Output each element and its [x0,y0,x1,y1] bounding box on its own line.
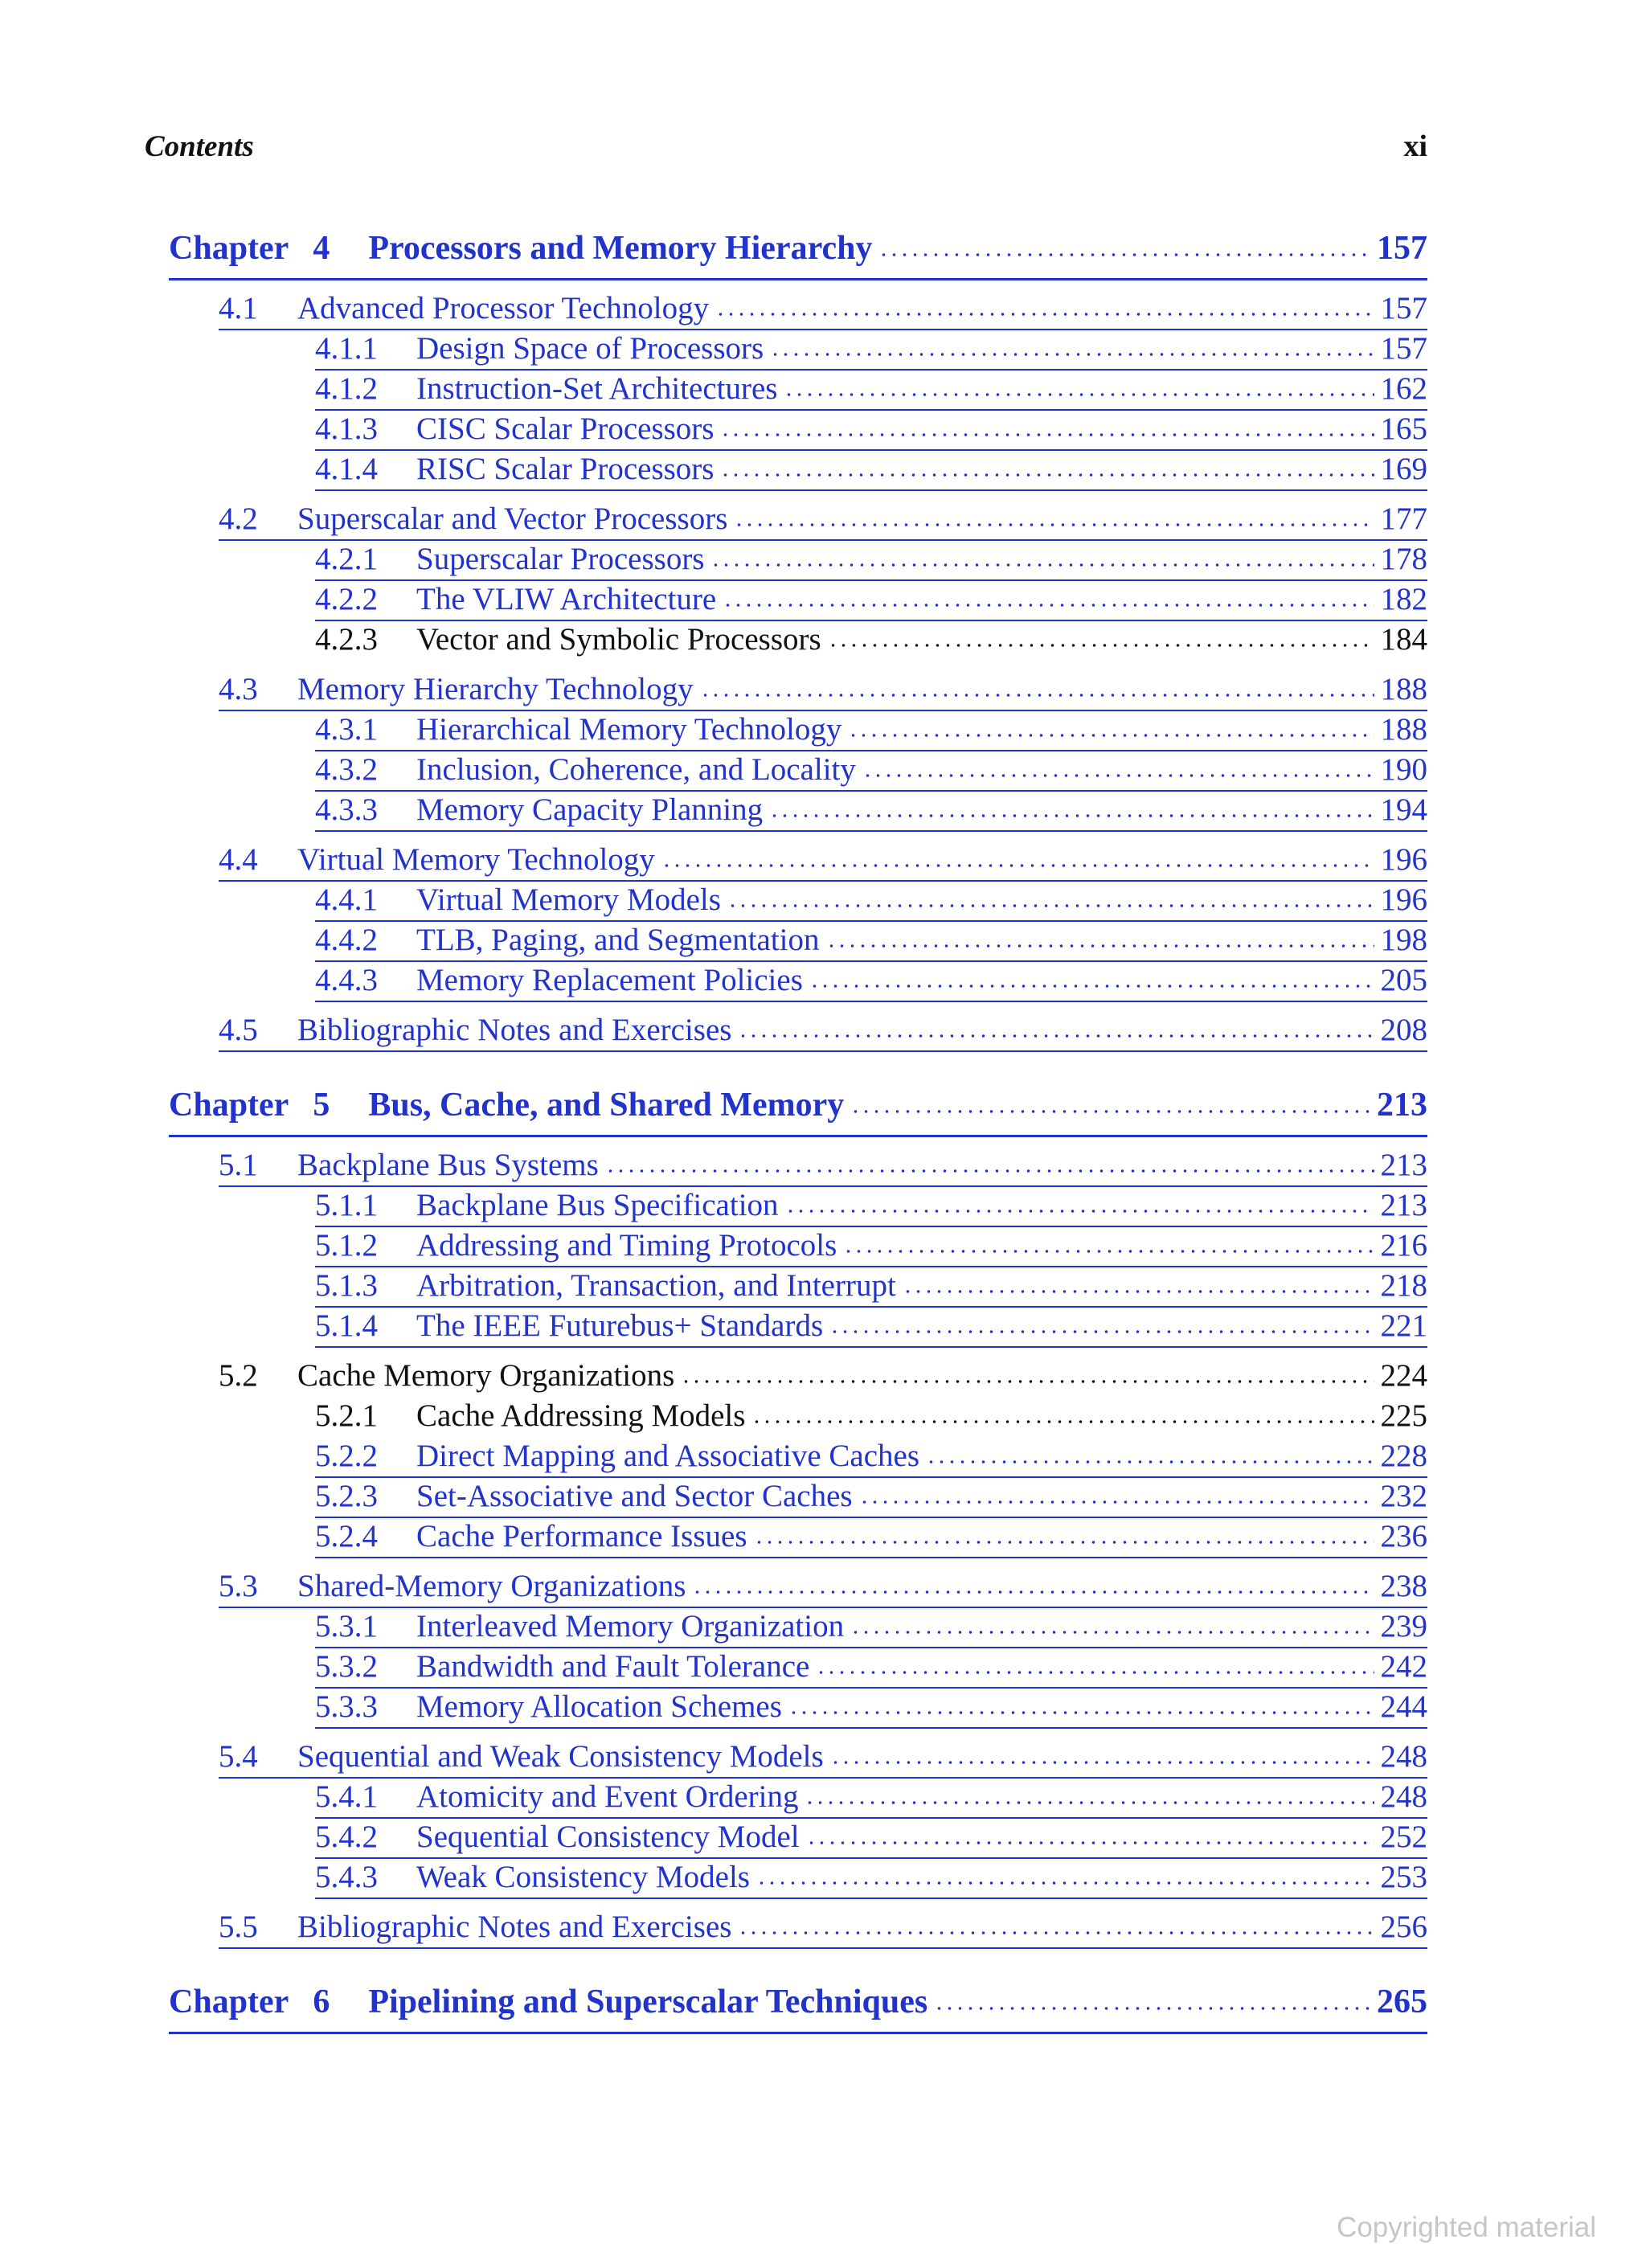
toc-subsection-4-2-1-link[interactable] [315,541,1427,581]
subsection-title: RISC Scalar Processors [416,452,714,486]
section-number: 4.5 [219,1013,258,1047]
dot-leader [769,812,1374,820]
toc-chapter-4-link[interactable] [169,229,1427,280]
dot-leader [720,431,1374,439]
subsection-page: 178 [1380,542,1427,576]
section-title: Advanced Processor Technology [297,291,710,325]
toc-section-4-3-link[interactable] [219,671,1427,711]
dot-leader [859,1498,1374,1506]
subsection-page: 165 [1380,411,1427,446]
subsection-title: Interleaved Memory Organization [416,1609,845,1644]
subsection-number: 4.3.3 [315,792,378,827]
section-number: 5.4 [219,1739,258,1774]
dot-leader [862,772,1374,780]
subsection-number: 5.1.2 [315,1228,378,1263]
section-number: 5.2 [219,1358,258,1393]
section-page: 248 [1380,1739,1427,1774]
section-page: 208 [1380,1013,1427,1047]
section-number: 4.4 [219,842,258,877]
subsection-title: Vector and Symbolic Processors [416,622,821,657]
dot-leader [738,1032,1374,1040]
section-title: Sequential and Weak Consistency Models [297,1739,824,1774]
subsection-page: 182 [1380,582,1427,616]
section-page: 157 [1380,291,1427,325]
dot-leader [661,862,1374,870]
subsection-number: 5.2.2 [315,1439,378,1473]
section-title: Bibliographic Notes and Exercises [297,1910,732,1944]
subsection-number: 4.3.1 [315,712,378,747]
subsection-title: Atomicity and Event Ordering [416,1779,799,1814]
section-number: 4.1 [219,291,258,325]
section-page: 238 [1380,1569,1427,1603]
dot-leader [843,1247,1374,1255]
dot-leader [727,902,1374,910]
subsection-page: 216 [1380,1228,1427,1263]
dot-leader [878,251,1370,259]
subsection-title: Direct Mapping and Associative Caches [416,1439,919,1473]
toc-section-5-4-link[interactable] [219,1738,1427,1779]
dot-leader [715,310,1374,318]
subsection-title: TLB, Paging, and Segmentation [416,923,820,957]
toc-chapter-5-link[interactable] [169,1086,1427,1137]
section-title: Shared-Memory Organizations [297,1569,686,1603]
dot-leader [710,561,1374,569]
dot-leader [692,1588,1374,1596]
subsection-page: 239 [1380,1609,1427,1644]
toc-section-5-3-link[interactable] [219,1568,1427,1608]
dot-leader [734,521,1374,529]
subsection-page: 194 [1380,792,1427,827]
subsection-number: 5.3.1 [315,1609,378,1644]
dot-leader [754,1538,1374,1546]
toc-subsection-4-3-1-link[interactable] [315,711,1427,751]
subsection-title: Cache Addressing Models [416,1398,746,1433]
toc-subsection-5-4-1-link[interactable] [315,1779,1427,1819]
subsection-title: Memory Replacement Policies [416,963,803,997]
section-title: Superscalar and Vector Processors [297,501,728,536]
chapter-title: Pipelining and Superscalar Techniques [368,1983,928,2020]
section-page: 224 [1380,1358,1427,1393]
subsection-page: 198 [1380,923,1427,957]
dot-leader [805,1799,1374,1807]
subsection-title: Addressing and Timing Protocols [416,1228,837,1263]
subsection-title: Arbitration, Transaction, and Interrupt [416,1268,896,1303]
section-number: 5.1 [219,1148,258,1182]
chapter-5-block [169,1086,1427,1949]
chapter-number: 5 [313,1087,330,1124]
toc-section-4-2-link[interactable] [219,501,1427,541]
subsection-title: The VLIW Architecture [416,582,717,616]
dot-leader [788,1709,1374,1717]
toc-subsection-4-4-2-link[interactable] [315,922,1427,962]
chapter-title: Bus, Cache, and Shared Memory [368,1087,845,1124]
subsection-title: Superscalar Processors [416,542,705,576]
subsection-title: Instruction-Set Architectures [416,371,778,406]
subsection-number: 5.2.1 [315,1398,378,1433]
subsection-page: 242 [1380,1649,1427,1684]
toc-section-4-5-link[interactable] [219,1012,1427,1052]
subsection-number: 4.1.4 [315,452,378,486]
dot-leader [850,1107,1370,1116]
subsection-title: Inclusion, Coherence, and Locality [416,752,856,787]
dot-leader [828,641,1374,649]
subsection-number: 5.2.3 [315,1479,378,1513]
subsection-title: CISC Scalar Processors [416,411,714,446]
toc-subsection-4-1-3-link[interactable] [315,411,1427,451]
subsection-number: 4.1.3 [315,411,378,446]
subsection-title: Cache Performance Issues [416,1519,747,1554]
section-title: Memory Hierarchy Technology [297,672,694,706]
toc-subsection-5-1-4-link[interactable] [315,1308,1427,1348]
subsection-page: 232 [1380,1479,1427,1513]
chapter-page: 213 [1377,1087,1427,1124]
section-page: 188 [1380,672,1427,706]
section-title: Bibliographic Notes and Exercises [297,1013,732,1047]
section-page: 196 [1380,842,1427,877]
dot-leader [605,1167,1374,1175]
section-number: 5.5 [219,1910,258,1944]
chapter-number: 6 [313,1983,330,2020]
chapter-6-block [169,1983,1427,2034]
subsection-page: 169 [1380,452,1427,486]
subsection-title: Virtual Memory Models [416,882,721,917]
subsection-title: Memory Capacity Planning [416,792,764,827]
subsection-number: 5.4.2 [315,1820,378,1854]
toc-section-4-4-link[interactable] [219,841,1427,882]
subsection-page: 218 [1380,1268,1427,1303]
chapter-number: 4 [313,230,330,267]
subsection-page: 248 [1380,1779,1427,1814]
subsection-number: 5.1.1 [315,1188,378,1222]
chapter-label: Chapter [169,1983,289,2020]
section-page: 213 [1380,1148,1427,1182]
subsection-number: 5.4.3 [315,1860,378,1894]
toc-subsection-4-4-1-link[interactable] [315,882,1427,922]
subsection-page: 184 [1380,622,1427,657]
subsection-page: 253 [1380,1860,1427,1894]
dot-leader [681,1378,1374,1386]
subsection-number: 4.1.2 [315,371,378,406]
toc-subsection-4-1-4-link[interactable] [315,451,1427,491]
dot-leader [934,2004,1370,2012]
toc-subsection-5-1-1-link[interactable] [315,1187,1427,1227]
subsection-page: 225 [1380,1398,1427,1433]
running-title: Contents [145,130,254,163]
subsection-page: 228 [1380,1439,1427,1473]
subsection-title: Bandwidth and Fault Tolerance [416,1649,810,1684]
toc-subsection-4-3-2-link[interactable] [315,751,1427,792]
toc-subsection-5-2-3-link[interactable] [315,1478,1427,1518]
toc-subsection-5-3-3-link[interactable] [315,1689,1427,1729]
section-title: Backplane Bus Systems [297,1148,599,1182]
dot-leader [770,350,1374,358]
dot-leader [756,1879,1374,1887]
subsection-number: 5.1.4 [315,1308,378,1343]
dot-leader [826,942,1374,950]
dot-leader [848,731,1374,739]
dot-leader [809,982,1374,990]
subsection-number: 4.4.1 [315,882,378,917]
dot-leader [806,1839,1374,1847]
subsection-title: Memory Allocation Schemes [416,1689,782,1724]
section-title: Cache Memory Organizations [297,1358,675,1393]
subsection-number: 4.2.2 [315,582,378,616]
toc-subsection-4-1-2-link[interactable] [315,370,1427,411]
subsection-number: 4.2.3 [315,622,378,657]
dot-leader [816,1668,1374,1676]
chapter-page: 157 [1377,230,1427,267]
chapter-page: 265 [1377,1983,1427,2020]
dot-leader [829,1328,1374,1336]
chapter-label: Chapter [169,230,289,267]
subsection-page: 196 [1380,882,1427,917]
dot-leader [700,691,1374,699]
subsection-title: Sequential Consistency Model [416,1820,800,1854]
subsection-page: 190 [1380,752,1427,787]
subsection-title: Backplane Bus Specification [416,1188,779,1222]
subsection-number: 4.1.1 [315,331,378,366]
subsection-number: 4.4.2 [315,923,378,957]
toc-subsection-5-2-4-link[interactable] [315,1518,1427,1558]
subsection-number: 5.3.3 [315,1689,378,1724]
subsection-number: 5.3.2 [315,1649,378,1684]
dot-leader [784,391,1374,399]
subsection-number: 5.2.4 [315,1519,378,1554]
subsection-page: 205 [1380,963,1427,997]
toc-subsection-4-3-3-link[interactable] [315,792,1427,832]
subsection-number: 5.1.3 [315,1268,378,1303]
subsection-title: Weak Consistency Models [416,1860,750,1894]
toc-subsection-4-2-2-link[interactable] [315,581,1427,621]
table-of-contents [169,229,1427,2068]
toc-subsection-5-4-3-link[interactable] [315,1859,1427,1899]
subsection-title: Set-Associative and Sector Caches [416,1479,853,1513]
toc-subsection-5-2-2-link[interactable] [315,1438,1427,1478]
toc-section-5-1-link[interactable] [219,1147,1427,1187]
section-title: Virtual Memory Technology [297,842,655,877]
subsection-number: 4.4.3 [315,963,378,997]
toc-subsection-5-2-1 [315,1398,1427,1438]
toc-subsection-4-2-3 [315,621,1427,661]
chapter-label: Chapter [169,1087,289,1124]
copyright-watermark: Copyrighted material [1337,2212,1596,2243]
section-page: 177 [1380,501,1427,536]
section-number: 4.2 [219,501,258,536]
subsection-number: 4.2.1 [315,542,378,576]
toc-section-4-1-link[interactable] [219,290,1427,330]
dot-leader [751,1418,1374,1426]
subsection-title: The IEEE Futurebus+ Standards [416,1308,824,1343]
dot-leader [850,1628,1374,1636]
section-number: 5.3 [219,1569,258,1603]
chapter-title: Processors and Memory Hierarchy [368,230,873,267]
dot-leader [723,601,1374,609]
dot-leader [785,1207,1374,1215]
subsection-number: 4.3.2 [315,752,378,787]
subsection-page: 244 [1380,1689,1427,1724]
chapter-4-block [169,229,1427,1052]
dot-leader [720,471,1374,479]
toc-section-5-2 [219,1357,1427,1398]
subsection-title: Design Space of Processors [416,331,764,366]
toc-chapter-6-link[interactable] [169,1983,1427,2034]
subsection-page: 236 [1380,1519,1427,1554]
subsection-number: 5.4.1 [315,1779,378,1814]
toc-subsection-5-3-1-link[interactable] [315,1608,1427,1648]
section-page: 256 [1380,1910,1427,1944]
subsection-page: 157 [1380,331,1427,366]
toc-subsection-5-1-2-link[interactable] [315,1227,1427,1267]
subsection-title: Hierarchical Memory Technology [416,712,842,747]
subsection-page: 162 [1380,371,1427,406]
subsection-page: 221 [1380,1308,1427,1343]
toc-section-5-5-link[interactable] [219,1909,1427,1949]
toc-subsection-5-3-2-link[interactable] [315,1648,1427,1689]
page-number: xi [1403,129,1427,163]
toc-subsection-5-4-2-link[interactable] [315,1819,1427,1859]
toc-subsection-4-1-1-link[interactable] [315,330,1427,370]
dot-leader [903,1288,1374,1296]
toc-subsection-5-1-3-link[interactable] [315,1267,1427,1308]
page-header [145,129,1427,169]
toc-subsection-4-4-3-link[interactable] [315,962,1427,1002]
section-number: 4.3 [219,672,258,706]
dot-leader [738,1929,1374,1937]
subsection-page: 188 [1380,712,1427,747]
dot-leader [830,1758,1374,1767]
dot-leader [926,1458,1374,1466]
subsection-page: 252 [1380,1820,1427,1854]
subsection-page: 213 [1380,1188,1427,1222]
